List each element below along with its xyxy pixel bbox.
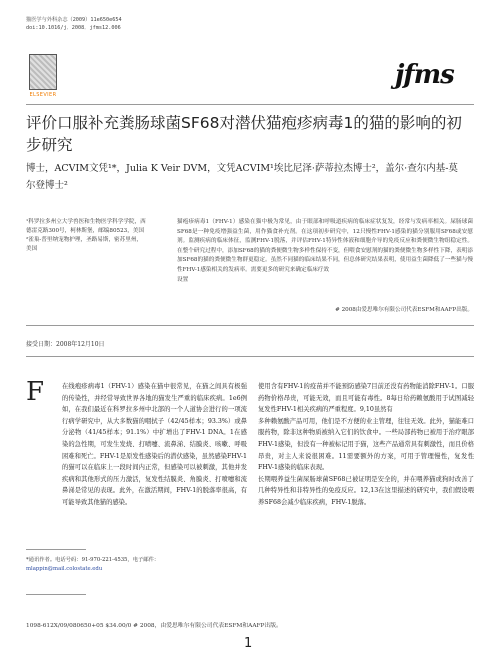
abstract-divider	[26, 325, 474, 326]
header-divider	[26, 104, 474, 105]
journal-logo: jfms	[395, 60, 454, 90]
corresponding-email-link[interactable]: mlappin@mail.colostate.edu	[26, 566, 103, 572]
journal-reference	[26, 16, 246, 32]
body-paragraph: 多种赖氨酸产品可用，他们是不方便的业主管理，往往无效。此外，猫能难口服药物，除非这种物质被纳入它们的饮食中。一些局部药物已被用于治疗眼部FHV-1感染，但没有一种被标记用于猫，这些产品通常具有刺激性，而且价格昂贵，对主人来说很困难。11需要额外的方案，可用于管理慢性，复发性FHV-1感染的临床表现。	[258, 417, 474, 472]
tree-logo-icon	[29, 54, 57, 90]
body-divider	[26, 356, 474, 357]
body-column-right	[258, 381, 474, 509]
page-number: 1	[244, 636, 253, 651]
article-title: 评价口服补充粪肠球菌SF68对潜伏猫疱疹病毒1的猫的影响的初步研究	[26, 114, 462, 154]
author-list: 博士，ACVIM文凭¹*，Julia K Veir DVM，文凭ACVIM¹埃比尼泽·萨蒂拉杰博士²，盖尔·查尔内基-莫尔登博士²	[26, 163, 458, 191]
corresponding-author	[26, 556, 246, 574]
affiliation: ¹科罗拉多州立大学兽医和生物医学科学学院，西德雷克路300号，柯林斯堡，邮编80523，美国²雀巢-普里纳宠物护理，圣路易斯，密苏里州，美国	[26, 219, 146, 252]
drop-cap: F	[26, 377, 45, 407]
body-paragraph: 使用含有FHV-1的疫苗并不能预防感染7目前还没有药物能消除FHV-1。口服药物价格昂贵，可能无效，而且可能有毒性。8每日给药赖氨酸用于试图减轻复发性FHV-1相关疾病的严重程度。9,10虽然有	[258, 383, 474, 414]
publisher-logo	[26, 54, 60, 102]
copyright-notice: # 2008由爱思唯尔有限公司代表ESFM和AAFP出版。	[335, 307, 473, 313]
abstract-end: 设置	[177, 276, 189, 283]
journal-citation: 猫医学与外科杂志（2009）11e650e654	[26, 17, 122, 23]
abstract-text: 猫疱疹病毒1（FHV-1）感染在猫中极为常见，由于眼部和呼吸道疾病的临床症状复发，经常与发病率相关。屎肠球菌SF68是一种免疫增强益生菌，用作猫食补充剂。在这项初步研究中，12只慢性FHV-1感染的猫分别服用SF68或安慰剂。监测疾病的临床体征，监测FHV-1脱落，并评估FHV-1特异性体液和细胞介导的免疫反应和粪便微生物组稳定性。在整个研究过程中，添加SF68的猫的粪便微生物多样性保持不变，但喂食安慰剂的猫的粪便微生物多样性下降，表明添加SF68的猫的粪便微生物群更稳定。虽然不同猫的临床结果不同，但总体研究结果表明，使用益生菌降低了一些猫与慢性FHV-1感染相关的发病率。需要更多的研究来确定临床疗效	[177, 219, 473, 273]
accepted-date: 接受日期：2008年12月10日	[26, 341, 105, 348]
abstract	[177, 218, 473, 285]
corresponding-label: *通讯作者。电话号码：91-970-221-4535，电子邮件：	[26, 557, 160, 563]
footer-divider	[26, 594, 86, 595]
body-paragraph: 长期喂养益生菌屎肠球菌SF68已被证明是安全的，并在喂养猫或狗时改善了几种特异性和非特异性的免疫反应。12,13在这里描述的研究中，我们假设喂养SF68会减少临床疾病，FHV-1脱落。	[258, 475, 474, 506]
body-column-left: 在线疱疹病毒1（FHV-1）感染在猫中很常见，在猫之间具有极强的传染性，并经常导致世界各地的猫发生严重的临床疾病。1e6例如，在我们最近在科罗拉多州中北部的一个人道协会进行的一项流行病学研究中，从大多数猫的咽拭子（42/45样本；93.3%）或鼻分泌物（41/45样本；91.1%）中扩增出了FHV-1 DNA。1在感染的急性期，可发生发烧、打喷嚏、流鼻涕、结膜炎、咳嗽、呼吸困难和死亡。FHV-1是原发性感染后的潜伏感染，虽然感染FHV-1的猫可以在临床上一段时间内正常，但感染可以被刺激，其他并发疾病和其他形式的压力激活，复发性结膜炎、角膜炎、打喷嚏和流鼻涕是常见的表现。此外，在激活期间，FHV-1的脱落率很高，有可能导致其他猫的感染。	[62, 383, 247, 506]
footnote-divider	[26, 549, 86, 550]
doi-line: doi:10.1016/j．2008．jfms12.006	[26, 25, 121, 31]
publisher-logo-text: ELSEVIER	[29, 92, 57, 98]
footer-line: 1098-612X/09/080650+05 $34.00/0 # 2008，由爱思唯尔有限公司代表ESFM和AAFP出版。	[26, 623, 282, 629]
